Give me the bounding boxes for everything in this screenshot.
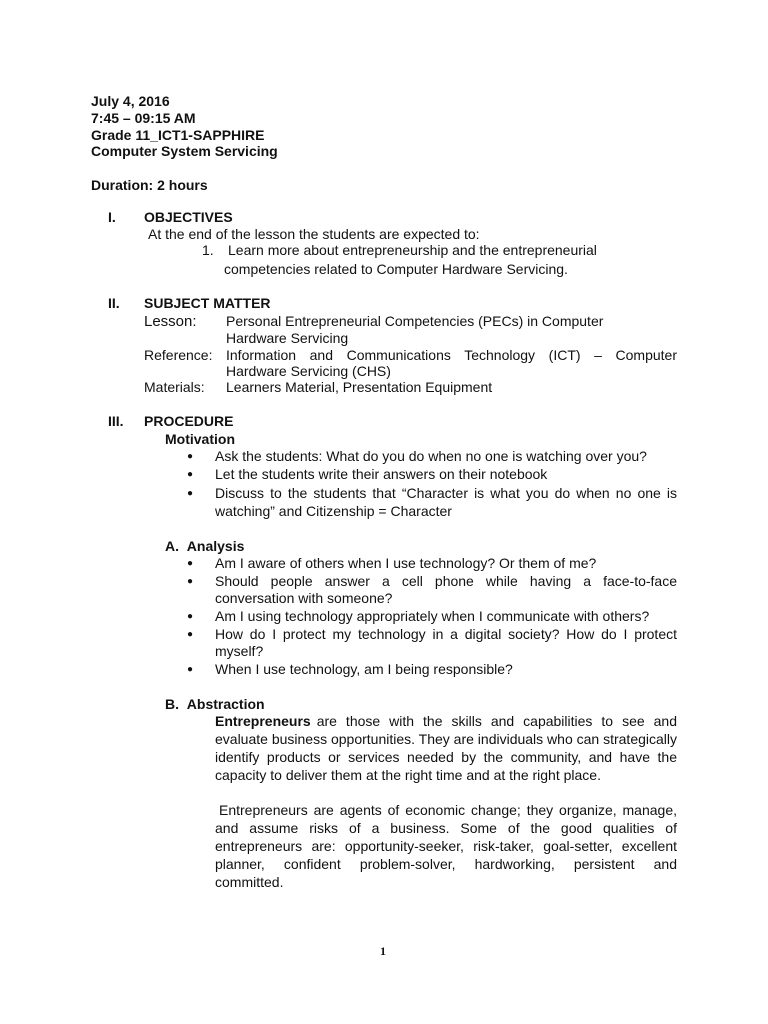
analysis-item: Am I aware of others when I use technology? Or them of me? — [215, 555, 597, 571]
objectives-numeral: I. — [108, 209, 116, 225]
abstraction-p2-line-4: planner, confident problem-solver, hardworking, persistent and — [215, 856, 677, 872]
analysis-item: Am I using technology appropriately when I communicate with others? — [215, 608, 650, 624]
bullet-icon: ● — [187, 558, 194, 569]
bullet-icon: ● — [187, 664, 194, 675]
page-number: 1 — [380, 944, 386, 958]
abstraction-p1-line-2: evaluate business opportunities. They are individuals who can strategically — [215, 731, 678, 747]
abstraction-p1-line-3: identify products or services needed by the community, and have the — [215, 749, 677, 765]
abstraction-p1-line-1 — [215, 713, 677, 729]
procedure-numeral: III. — [108, 413, 124, 429]
bullet-icon: ● — [187, 576, 194, 587]
duration: Duration: 2 hours — [91, 177, 208, 193]
lesson-line-2: Hardware Servicing — [226, 330, 349, 346]
analysis-item: How do I protect my technology in a digital society? How do I protect — [215, 626, 677, 642]
materials-value: Learners Material, Presentation Equipment — [226, 379, 493, 395]
abstraction-p1-line-4: capacity to deliver them at the right time and at the right place. — [215, 767, 601, 783]
motivation-item: Ask the students: What do you do when no one is watching over you? — [215, 448, 647, 464]
analysis-heading: A. Analysis — [165, 538, 245, 554]
objective-line-2: competencies related to Computer Hardware Servicing. — [224, 261, 568, 277]
grade-section: Grade 11_ICT1-SAPPHIRE — [91, 127, 265, 143]
subject-title: Computer System Servicing — [91, 143, 278, 159]
abstraction-p1-line-1-rest: are those with the skills and capabilities to see and — [316, 713, 677, 729]
subject-matter-numeral: II. — [108, 295, 120, 311]
motivation-item: Discuss to the students that “Character is what you do when no one is — [215, 485, 677, 501]
motivation-item: Let the students write their answers on their notebook — [215, 466, 548, 482]
objectives-heading: OBJECTIVES — [144, 209, 233, 225]
procedure-heading: PROCEDURE — [144, 413, 234, 429]
entrepreneurs-term: Entrepreneurs — [215, 713, 311, 729]
lesson-line-1: Personal Entrepreneurial Competencies (PECs) in Computer — [226, 313, 604, 329]
analysis-item-cont: conversation with someone? — [215, 590, 393, 606]
bullet-icon: ● — [187, 451, 194, 462]
analysis-item: When I use technology, am I being responsible? — [215, 661, 513, 677]
bullet-icon: ● — [187, 488, 194, 499]
bullet-icon: ● — [187, 629, 194, 640]
bullet-icon: ● — [187, 469, 194, 480]
objective-line-1: Learn more about entrepreneurship and the entrepreneurial — [228, 242, 597, 258]
abstraction-heading: B. Abstraction — [165, 696, 265, 712]
objectives-intro: At the end of the lesson the students are expected to: — [148, 226, 480, 242]
abstraction-p2-line-3: entrepreneurs are: opportunity-seeker, risk-taker, goal-setter, excellent — [215, 838, 677, 854]
lesson-time: 7:45 – 09:15 AM — [91, 110, 196, 126]
reference-line-2: Hardware Servicing (CHS) — [226, 363, 391, 379]
analysis-item: Should people answer a cell phone while having a face-to-face — [215, 573, 677, 589]
abstraction-p2-line-2: and assume risks of a business. Some of the good qualities of — [215, 820, 677, 836]
objective-number: 1. — [202, 242, 214, 258]
reference-label: Reference: — [144, 347, 213, 363]
analysis-item-cont: myself? — [215, 643, 264, 659]
abstraction-p2-line-1: Entrepreneurs are agents of economic change; they organize, manage, — [219, 802, 677, 818]
bullet-icon: ● — [187, 611, 194, 622]
motivation-heading: Motivation — [165, 431, 235, 447]
lesson-label: Lesson: — [144, 313, 197, 330]
abstraction-p2-line-5: committed. — [215, 874, 284, 890]
subject-matter-heading: SUBJECT MATTER — [144, 295, 271, 311]
reference-line-1: Information and Communications Technology (ICT) – Computer — [226, 347, 677, 363]
materials-label: Materials: — [144, 379, 205, 395]
lesson-date: July 4, 2016 — [91, 93, 170, 109]
motivation-item-cont: watching” and Citizenship = Character — [215, 503, 452, 519]
